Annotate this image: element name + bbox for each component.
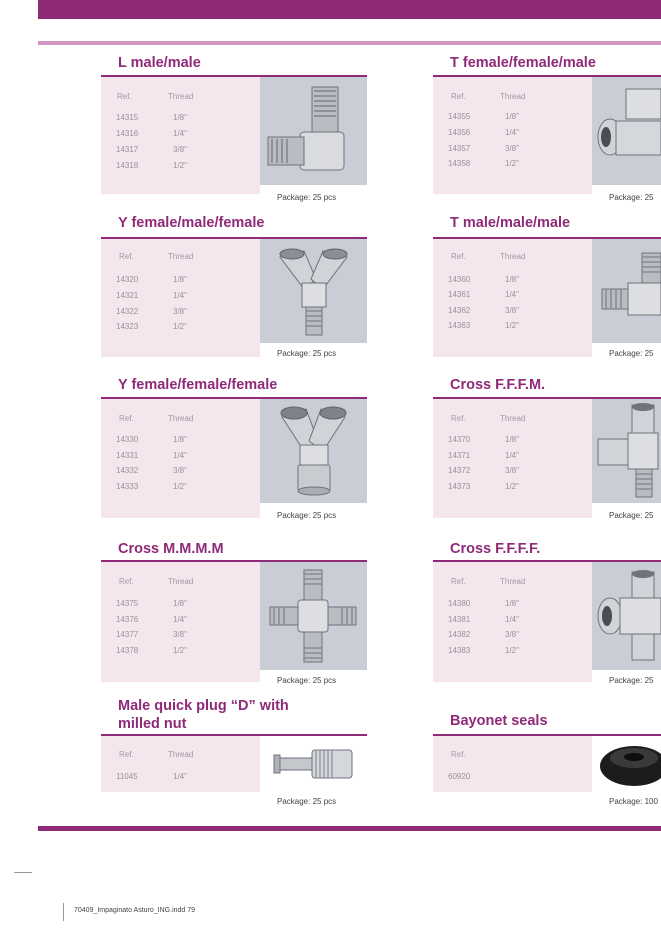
thread-header: Thread (168, 750, 194, 759)
ref-header: Ref. (119, 414, 134, 423)
section-bayonet-seals (433, 712, 661, 817)
section-cross-mmmm (101, 540, 367, 690)
thread-cell: 1/2" (173, 646, 187, 655)
product-photo (592, 562, 661, 670)
thread-header: Thread (500, 414, 526, 423)
thread-cell: 1/8" (505, 112, 519, 121)
product-photo (260, 239, 367, 343)
product-photo (592, 77, 661, 185)
ref-cell: 14377 (116, 630, 139, 639)
package-text: Package: 25 pcs (277, 676, 337, 685)
thread-cell: 3/8" (505, 630, 519, 639)
thread-cell: 1/8" (173, 113, 187, 122)
thread-header: Thread (500, 577, 526, 586)
thread-cell: 1/4" (505, 615, 519, 624)
section-t-male-male-male (433, 214, 661, 364)
thread-header: Thread (168, 92, 194, 101)
ref-header: Ref. (451, 577, 466, 586)
ref-header: Ref. (119, 252, 134, 261)
ref-cell: 14315 (116, 113, 139, 122)
thread-cell: 1/4" (173, 451, 187, 460)
ref-header: Ref. (117, 92, 132, 101)
thread-cell: 1/4" (173, 615, 187, 624)
section-title: L male/male (118, 55, 201, 71)
ref-cell: 14371 (448, 451, 471, 460)
ref-cell: 14321 (116, 291, 139, 300)
ref-cell: 14322 (116, 307, 139, 316)
thread-cell: 3/8" (173, 630, 187, 639)
product-photo (592, 736, 661, 792)
ref-cell: 14378 (116, 646, 139, 655)
ref-cell: 14383 (448, 646, 471, 655)
thread-cell: 1/2" (173, 161, 187, 170)
ref-cell: 14355 (448, 112, 471, 121)
ref-cell: 14320 (116, 275, 139, 284)
ref-header: Ref. (451, 750, 466, 759)
thread-cell: 1/2" (173, 482, 187, 491)
ref-cell: 14362 (448, 306, 471, 315)
thread-cell: 1/4" (505, 290, 519, 299)
cross-fitting-image (592, 399, 661, 503)
ref-cell: 14323 (116, 322, 139, 331)
package-text: Package: 25 pcs (277, 511, 337, 520)
ref-cell: 14380 (448, 599, 471, 608)
section-cross-ffff (433, 540, 661, 690)
ref-cell: 14357 (448, 144, 471, 153)
thread-header: Thread (500, 92, 526, 101)
thread-cell: 1/2" (505, 321, 519, 330)
product-photo (592, 239, 661, 343)
thread-cell: 1/4" (173, 129, 187, 138)
thread-cell: 3/8" (173, 145, 187, 154)
spec-panel (101, 736, 260, 792)
ref-header: Ref. (451, 414, 466, 423)
package-text: Package: 25 (609, 193, 654, 202)
ref-cell: 11045 (116, 772, 138, 781)
ref-cell: 14317 (116, 145, 139, 154)
ref-cell: 14375 (116, 599, 139, 608)
elbow-fitting-image (260, 77, 367, 185)
thread-cell: 1/4" (505, 451, 519, 460)
package-text: Package: 25 pcs (277, 349, 337, 358)
ref-cell: 14376 (116, 615, 139, 624)
header-rule (38, 41, 661, 45)
thread-cell: 1/4" (173, 772, 187, 781)
cross-fitting-image (592, 562, 661, 670)
product-photo (592, 399, 661, 503)
thread-cell: 1/4" (505, 128, 519, 137)
section-l-male-male (101, 54, 367, 204)
package-text: Package: 25 (609, 349, 654, 358)
package-text: Package: 100 (609, 797, 658, 806)
product-photo (260, 562, 367, 670)
section-y-female-female-female (101, 376, 367, 526)
section-y-female-male-female (101, 214, 367, 364)
thread-header: Thread (168, 252, 194, 261)
ref-cell: 14316 (116, 129, 139, 138)
ref-cell: 14381 (448, 615, 471, 624)
y-fitting-image (260, 399, 367, 503)
thread-cell: 1/8" (173, 275, 187, 284)
thread-header: Thread (168, 577, 194, 586)
ref-cell: 14333 (116, 482, 139, 491)
section-cross-fffm (433, 376, 661, 526)
ref-cell: 14331 (116, 451, 139, 460)
thread-cell: 1/4" (173, 291, 187, 300)
thread-cell: 3/8" (505, 466, 519, 475)
ref-header: Ref. (119, 577, 134, 586)
section-male-quick-plug (101, 697, 367, 817)
section-title: Bayonet seals (450, 713, 548, 729)
y-fitting-image (260, 239, 367, 343)
crop-mark (63, 903, 64, 921)
thread-cell: 1/2" (505, 159, 519, 168)
spec-panel (433, 736, 592, 792)
thread-cell: 1/8" (505, 275, 519, 284)
cross-fitting-image (260, 562, 367, 670)
thread-cell: 3/8" (505, 144, 519, 153)
ref-cell: 14363 (448, 321, 471, 330)
thread-cell: 1/8" (505, 599, 519, 608)
ref-cell: 14370 (448, 435, 471, 444)
package-text: Package: 25 (609, 676, 654, 685)
section-title: Y female/female/female (118, 377, 278, 393)
thread-cell: 1/2" (505, 646, 519, 655)
ref-cell: 14382 (448, 630, 471, 639)
thread-header: Thread (168, 414, 194, 423)
thread-cell: 1/2" (173, 322, 187, 331)
ref-cell: 14372 (448, 466, 471, 475)
ref-cell: 14332 (116, 466, 139, 475)
section-title: Cross F.F.F.F. (450, 541, 541, 557)
package-text: Package: 25 pcs (277, 797, 337, 806)
ref-header: Ref. (451, 252, 466, 261)
thread-cell: 1/8" (173, 599, 187, 608)
tee-fitting-image (592, 77, 661, 185)
file-info: 70409_Impaginato Asturo_ING.indd 79 (74, 907, 196, 914)
thread-cell: 1/8" (173, 435, 187, 444)
product-photo (260, 77, 367, 185)
ref-header: Ref. (451, 92, 466, 101)
header-bar (38, 0, 661, 19)
thread-cell: 3/8" (173, 466, 187, 475)
tee-fitting-image (592, 239, 661, 343)
section-title: T female/female/male (450, 55, 596, 71)
thread-cell: 3/8" (505, 306, 519, 315)
ref-header: Ref. (119, 750, 134, 759)
ref-cell: 14356 (448, 128, 471, 137)
section-title: T male/male/male (450, 215, 571, 231)
section-t-female-female-male (433, 54, 661, 204)
product-photo (260, 399, 367, 503)
ref-cell: 60920 (448, 772, 471, 781)
section-title: Y female/male/female (118, 215, 265, 231)
ref-cell: 14360 (448, 275, 471, 284)
ref-cell: 14318 (116, 161, 139, 170)
ref-cell: 14330 (116, 435, 139, 444)
footer-rule (38, 826, 661, 831)
section-title: Male quick plug “D” with milled nut (118, 698, 289, 732)
section-title: Cross M.M.M.M (118, 541, 224, 557)
bayonet-seal-image (592, 736, 661, 792)
thread-header: Thread (500, 252, 526, 261)
section-title: Cross F.F.F.M. (450, 377, 546, 393)
thread-cell: 3/8" (173, 307, 187, 316)
product-photo (260, 736, 367, 792)
ref-cell: 14361 (448, 290, 471, 299)
package-text: Package: 25 pcs (277, 193, 337, 202)
ref-cell: 14358 (448, 159, 471, 168)
ref-cell: 14373 (448, 482, 471, 491)
thread-cell: 1/2" (505, 482, 519, 491)
thread-cell: 1/8" (505, 435, 519, 444)
package-text: Package: 25 (609, 511, 654, 520)
quick-plug-image (260, 736, 367, 792)
crop-mark (14, 872, 32, 873)
